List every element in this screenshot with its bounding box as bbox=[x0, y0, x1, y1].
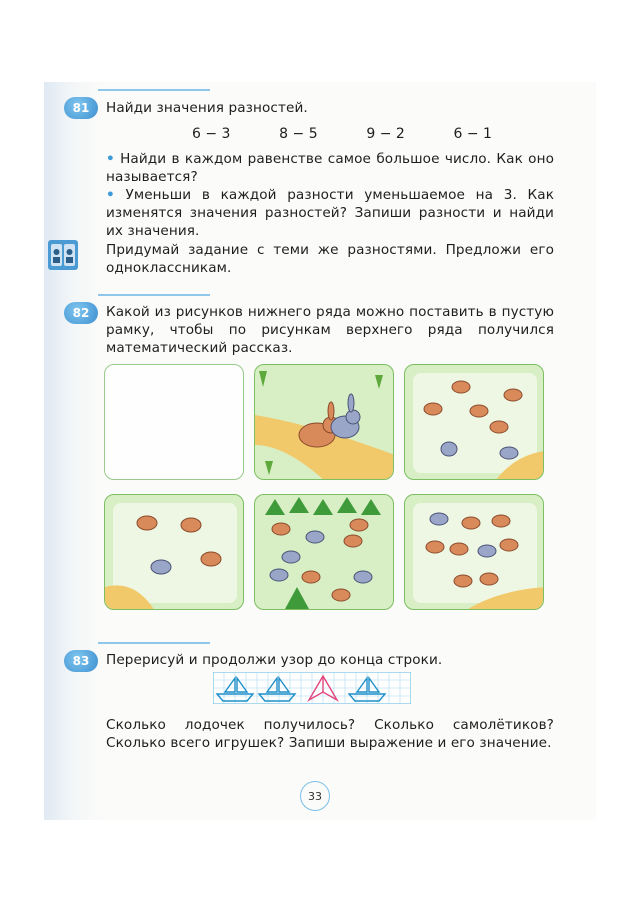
pair-task: Придумай задание с теми же разностями. Предложи его одноклассникам. bbox=[106, 242, 554, 276]
picture-rabbits-meadow-9 bbox=[404, 494, 544, 610]
differences-row bbox=[192, 126, 492, 142]
picture-rabbits-fir-trees bbox=[254, 494, 394, 610]
difference-2: 8 − 5 bbox=[279, 126, 318, 142]
task-83-rule bbox=[98, 642, 210, 644]
picture-rabbits-path bbox=[254, 364, 394, 480]
difference-3: 9 − 2 bbox=[366, 126, 405, 142]
picture-rabbits-meadow-4 bbox=[104, 494, 244, 610]
task-82-text: Какой из рисунков нижнего ряда можно поставить в пустую рамку, чтобы по рисункам верхнего ряда получился математический рассказ. bbox=[106, 304, 554, 356]
task-81-bullet-2 bbox=[106, 186, 554, 240]
task-81-bullet-1 bbox=[106, 150, 554, 186]
two-faces-icon bbox=[48, 240, 78, 270]
task-81-bullet-1-text: Найди в каждом равенстве самое большое число. Как оно называется? bbox=[106, 151, 555, 185]
task-82-badge: 82 bbox=[64, 302, 98, 324]
bullet-dot: • bbox=[106, 151, 115, 167]
task-82-rule bbox=[98, 294, 210, 296]
empty-frame bbox=[104, 364, 244, 480]
difference-4: 6 − 1 bbox=[453, 126, 492, 142]
task-83-badge: 83 bbox=[64, 650, 98, 672]
task-81-title: Найди значения разностей. bbox=[106, 100, 308, 116]
task-81-bullet-2-text: Уменьши в каждой разности уменьшаемое на 3. Как изменятся значения разностей? Запиши разности и найди их значения. bbox=[106, 187, 555, 239]
page-number: 33 bbox=[300, 781, 330, 811]
boats-planes-pattern bbox=[213, 672, 411, 704]
task-81-rule bbox=[98, 89, 210, 91]
bullet-dot: • bbox=[106, 187, 115, 203]
task-81-badge: 81 bbox=[64, 97, 98, 119]
picture-rabbits-meadow-7 bbox=[404, 364, 544, 480]
difference-1: 6 − 3 bbox=[192, 126, 231, 142]
task-83-question: Сколько лодочек получилось? Сколько самолётиков? Сколько всего игрушек? Запиши выражение и его значение. bbox=[106, 717, 554, 751]
task-83-text: Перерисуй и продолжи узор до конца строки. bbox=[106, 652, 443, 668]
